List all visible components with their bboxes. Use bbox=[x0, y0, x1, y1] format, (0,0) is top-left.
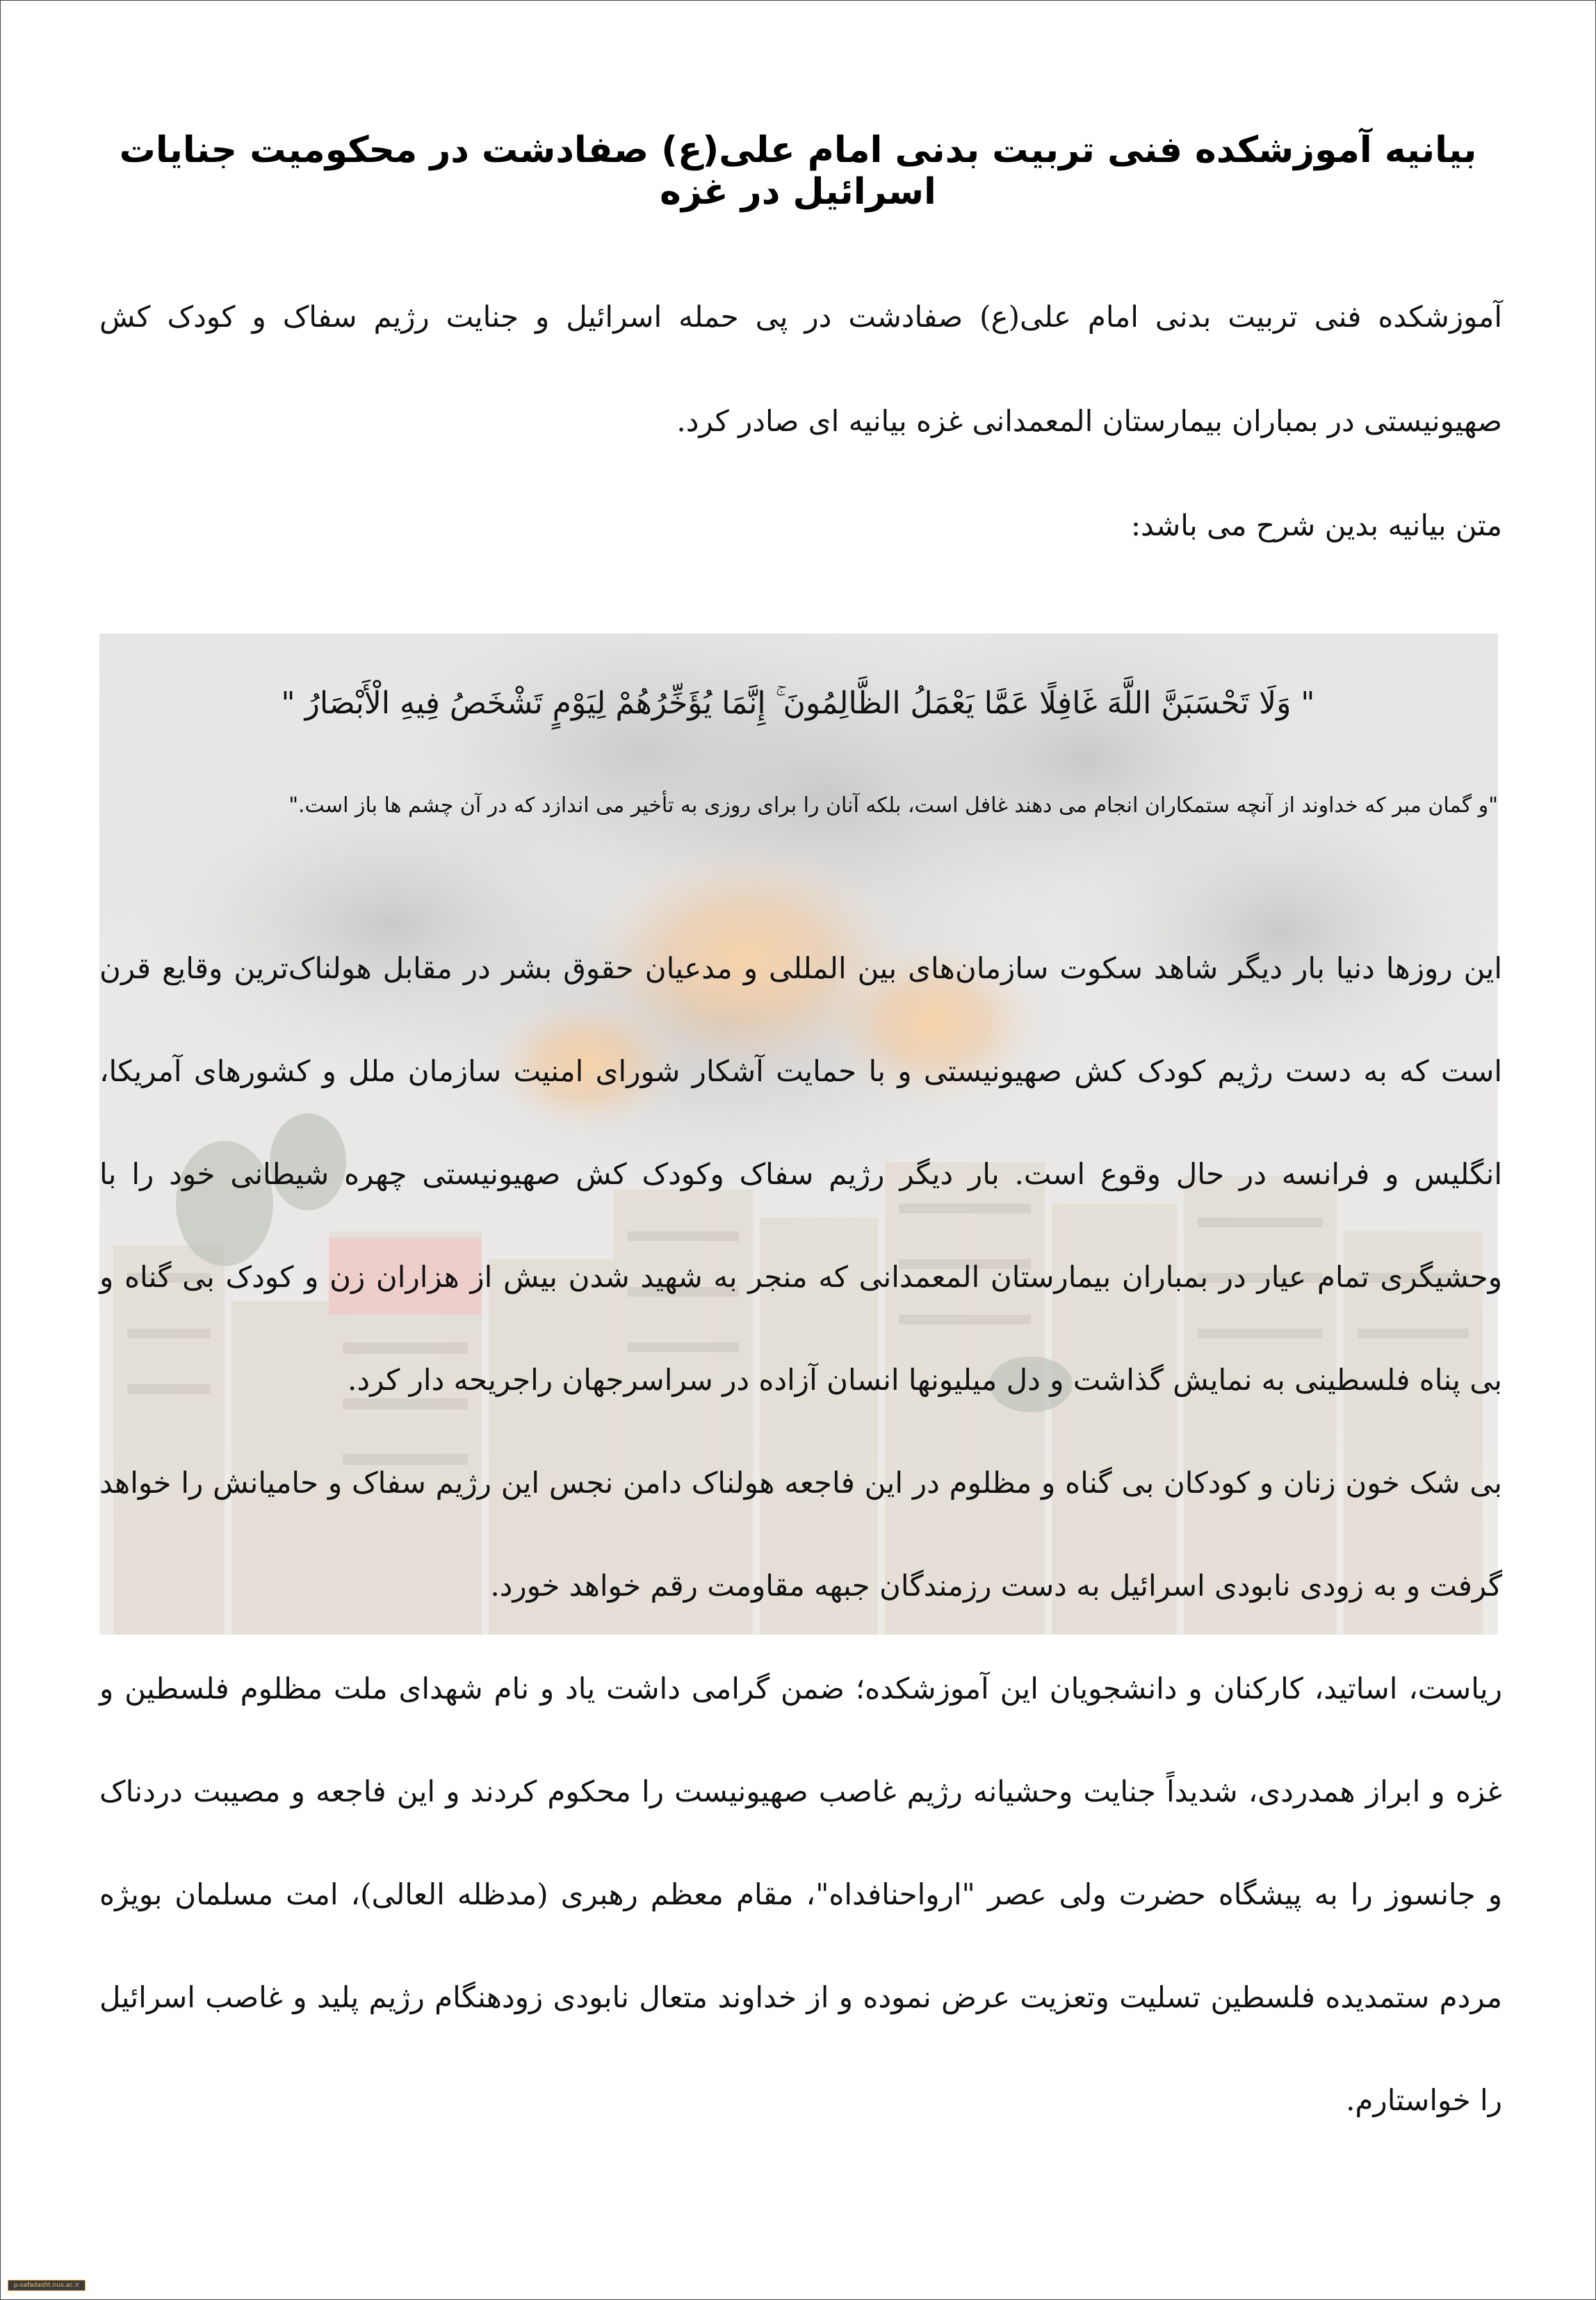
intro-paragraph: آموزشکده فنی تربیت بدنی امام علی(ع) صفادشت در پی حمله اسرائیل و جنایت رژیم سفاک و کودک کش صهیونیستی در بمباران بیمارستان المعمدانی غزه بیانیه ای صادر کرد. bbox=[99, 300, 1502, 438]
statement-paragraph: بی شک خون زنان و کودکان بی گناه و مظلوم در این فاجعه هولناک دامن نجس این رژیم سفاک و حامیانش را خواهد گرفت و به زودی نابودی اسرائیل به دست رزمندگان جبهه مقاومت رقم خواهد خورد. bbox=[99, 1466, 1502, 1603]
verse-translation: "و گمان مبر که خداوند از آنچه ستمکاران انجام می دهند غافل است، بلکه آنان را برای روزی به تأخیر می اندازد که در آن چشم ها باز است." bbox=[288, 793, 1498, 818]
site-logo[interactable]: p-safadasht.nus.ac.ir bbox=[8, 2280, 86, 2291]
document-title: بیانیه آموزشکده فنی تربیت بدنی امام علی(ع) صفادشت در محکومیت جنایات اسرائیل در غزه bbox=[119, 129, 1477, 213]
intro-section bbox=[99, 265, 1502, 578]
statement-paragraph: این روزها دنیا بار دیگر شاهد سکوت سازمان‌های بین المللی و مدعیان حقوق بشر در مقابل هولناک‌ترین وقایع قرن است که به دست رژیم کودک کش صهیونیستی و با حمایت آشکار شورای امنیت سازمان ملل و کشورهای آمریکا، انگلیس و فرانسه در حال وقوع است. بار دیگر رژیم سفاک وکودک کش صهیونیستی چهره شیطانی خود را با وحشیگری تمام عیار در بمباران بیمارستان المعمدانی که منجر به شهید شدن بیش از هزاران زن و کودک بی گناه و بی پناه فلسطینی به نمایش گذاشت و دل میلیونها انسان آزاده در سراسرجهان راجریحه دار کرد. bbox=[99, 951, 1502, 1397]
quran-verse: " وَلَا تَحْسَبَنَّ اللَّهَ غَافِلًا عَمَّا يَعْمَلُ الظَّالِمُونَ ۚ إِنَّمَا يُؤَخِّرُهُمْ لِيَوْمٍ تَشْخَصُ فِيهِ الْأَبْصَارُ " bbox=[281, 686, 1315, 721]
statement-body bbox=[99, 917, 1502, 2152]
statement-lead: متن بیانیه بدین شرح می باشد: bbox=[1130, 508, 1502, 542]
statement-paragraph: ریاست، اساتید، کارکنان و دانشجویان این آموزشکده؛ ضمن گرامی داشت یاد و نام شهدای ملت مظلوم فلسطین و غزه و ابراز همدردی، شدیداً جنایت وحشیانه رژیم غاصب صهیونیست را محکوم کردند و این فاجعه و مصیبت دردناک و جانسوز را به پیشگاه حضرت ولی عصر "ارواحنافداه"، مقام معظم رهبری (مدظله العالی)، امت مسلمان بویژه مردم ستمدیده فلسطین تسلیت وتعزیت عرض نموده و از خداوند متعال نابودی زودهنگام رژیم پلید و غاصب اسرائیل را خواستارم. bbox=[99, 1671, 1502, 2117]
